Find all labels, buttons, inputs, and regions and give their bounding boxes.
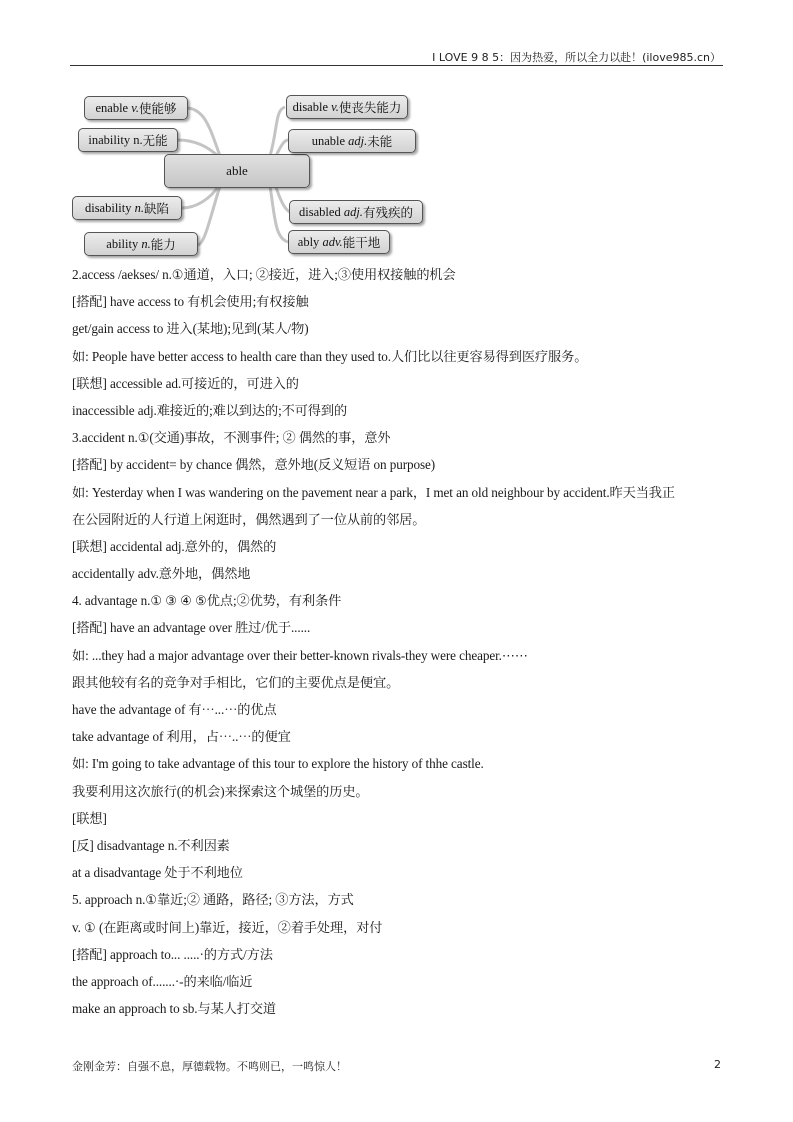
entry-approach-heading: 5. approach n.①靠近;② 通路，路径; ③方法，方式 — [72, 892, 354, 908]
node-meaning: 缺陷 — [144, 202, 170, 216]
entry-access-heading: 2.access /aekses/ n.①通道，入口; ②接近，进入;③使用权接触的机会 — [72, 267, 456, 282]
collocation-line: get/gain access to 进入(某地);见到(某人/物) — [72, 321, 309, 337]
example-sentence: 如: People have better access to health care than they used to.人们比以往更容易得到医疗服务。 — [72, 348, 588, 364]
node-meaning: 使能够 — [138, 102, 177, 116]
node-unable — [288, 129, 416, 153]
example-translation: 我要利用这次旅行(的机会)来探索这个城堡的历史。 — [72, 783, 369, 799]
node-pos: adj. — [348, 133, 368, 148]
collocation-line: the approach of.......·-的来临/临近 — [72, 973, 253, 989]
example-sentence: 如: Yesterday when I was wandering on the pavement near a park，I met an old neighbour by accident.昨天当我正 — [72, 484, 675, 500]
example-translation: 在公园附近的人行道上闲逛时，偶然遇到了一位从前的邻居。 — [72, 511, 426, 527]
node-word: disabled — [299, 204, 341, 219]
association-line: [联想] accessible ad.可接近的，可进入的 — [72, 375, 299, 391]
page-number: 2 — [714, 1058, 721, 1071]
collocation-line: at a disadvantage 处于不利地位 — [72, 865, 243, 881]
node-ably — [288, 230, 390, 254]
footer-motto: 金刚金芳：自强不息，厚德载物。不鸣则已，一鸣惊人！ — [72, 1060, 347, 1073]
association-line: [联想] accidental adj.意外的，偶然的 — [72, 538, 277, 554]
node-meaning: 能干地 — [342, 236, 381, 250]
entry-advantage-heading: 4. advantage n.① ③ ④ ⑤优点;②优势，有利条件 — [72, 593, 342, 609]
node-center-able: able — [164, 154, 310, 188]
node-pos: adv. — [322, 234, 343, 249]
node-meaning: 能力 — [150, 238, 176, 252]
node-pos: n. — [134, 200, 144, 215]
node-meaning: 有残疾的 — [362, 206, 413, 220]
node-pos: v. — [131, 100, 139, 115]
association-label: [联想] — [72, 810, 107, 826]
collocation-line: [搭配] by accident= by chance 偶然，意外地(反义短语 on purpose) — [72, 457, 436, 473]
node-ability — [84, 232, 198, 256]
node-meaning: 使丧失能力 — [338, 101, 402, 115]
node-inability — [78, 128, 178, 152]
node-word: ably — [297, 234, 320, 249]
collocation-line: have the advantage of 有⋯...⋯的优点 — [72, 702, 277, 717]
example-sentence: 如: I'm going to take advantage of this tour to explore the history of thhe castle. — [72, 756, 484, 772]
collocation-line: take advantage of 利用，占⋯..⋯的便宜 — [72, 729, 291, 745]
association-line: accidentally adv.意外地，偶然地 — [72, 566, 251, 582]
node-word: disable — [292, 99, 329, 114]
node-meaning: 无能 — [142, 134, 168, 148]
antonym-line: [反] disadvantage n.不利因素 — [72, 837, 230, 853]
page-header: I LOVE 9 8 5：因为热爱，所以全力以赴！(ilove985.cn） — [432, 51, 721, 64]
entry-accident-heading: 3.accident n.①(交通)事故，不测事件; ② 偶然的事，意外 — [72, 430, 391, 446]
node-word: ability — [106, 236, 139, 251]
collocation-line: [搭配] approach to... .....·的方式/方法 — [72, 946, 273, 962]
node-disable — [286, 95, 408, 119]
word-family-mindmap — [70, 88, 430, 263]
node-word: disability — [84, 200, 132, 215]
node-word: unable — [311, 133, 346, 148]
example-sentence: 如: ...they had a major advantage over their better-known rivals-they were cheaper.⋯⋯ — [72, 647, 529, 663]
vocabulary-entries — [72, 261, 732, 1022]
node-meaning: 未能 — [367, 135, 393, 149]
header-rule — [70, 65, 723, 66]
collocation-line: [搭配] have an advantage over 胜过/优于...... — [72, 620, 311, 636]
node-pos: n. — [141, 236, 151, 251]
node-pos: adj. — [343, 204, 363, 219]
node-disabled — [289, 200, 423, 224]
collocation-line: make an approach to sb.与某人打交道 — [72, 1001, 277, 1017]
node-word: enable — [95, 100, 129, 115]
example-translation: 跟其他较有名的竞争对手相比，它们的主要优点是便宜。 — [72, 674, 400, 690]
association-line: inaccessible adj.难接近的;难以到达的;不可得到的 — [72, 402, 348, 418]
node-pos: n. — [133, 132, 143, 147]
node-disability — [72, 196, 182, 220]
node-pos: v. — [331, 99, 339, 114]
collocation-line: [搭配] have access to 有机会使用;有权接触 — [72, 294, 309, 310]
verb-sense-line: v. ① (在距离或时间上)靠近，接近，②着手处理，对付 — [72, 919, 383, 935]
node-enable — [84, 96, 188, 120]
node-word: inability — [88, 132, 131, 147]
